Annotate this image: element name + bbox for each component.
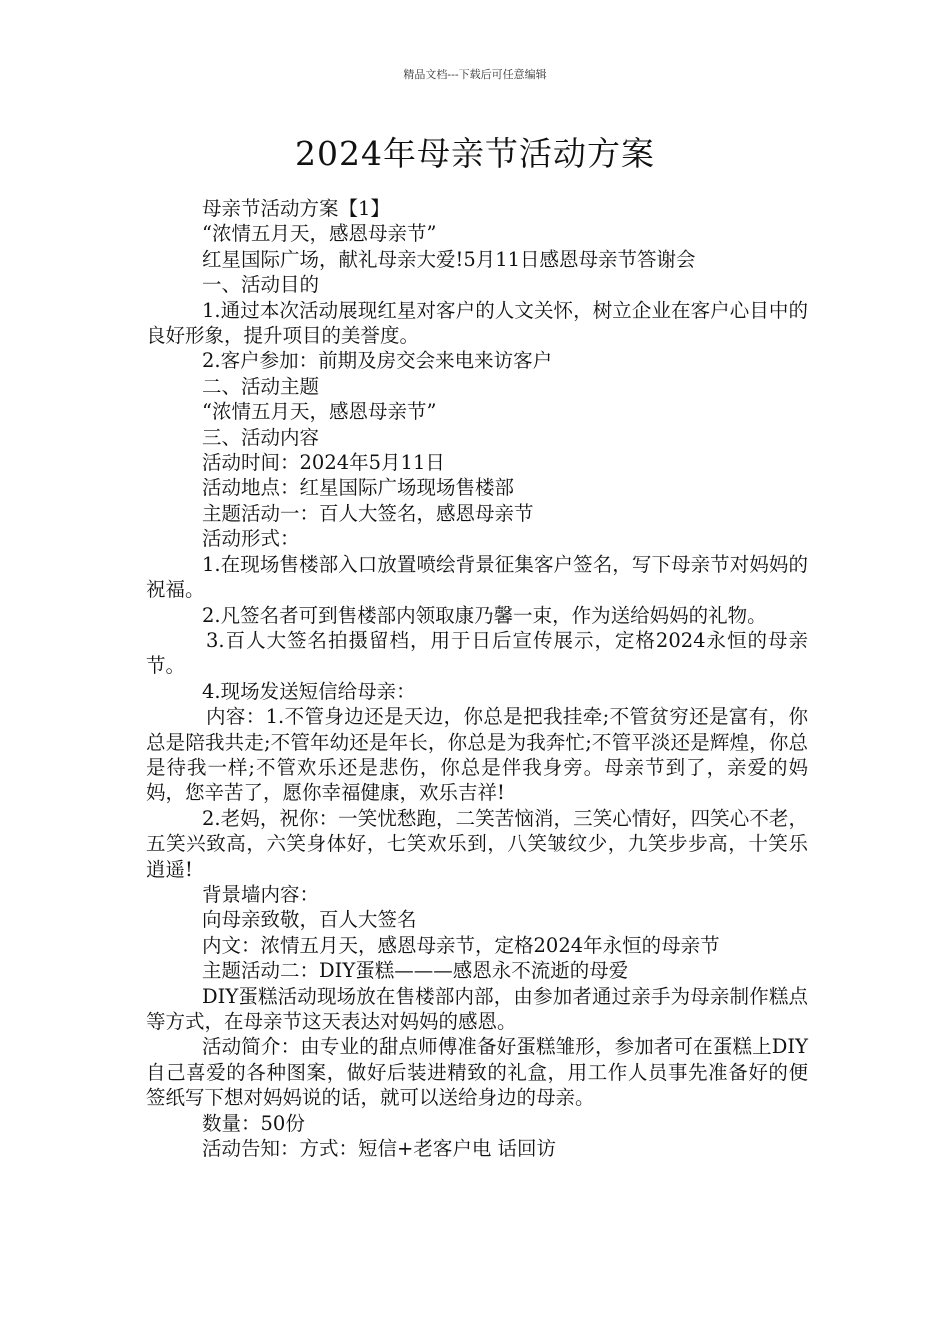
- paragraph: “浓情五月天，感恩母亲节”: [202, 222, 437, 246]
- paragraph: 主题活动一：百人大签名，感恩母亲节: [202, 501, 534, 525]
- paragraph: 活动时间：2024年5月11日: [202, 451, 445, 475]
- paragraph: “浓情五月天，感恩母亲节”: [202, 400, 437, 424]
- document-title: 2024年母亲节活动方案: [295, 134, 655, 173]
- paragraph: 背景墙内容：: [202, 882, 320, 906]
- paragraph: 数量：50份: [202, 1111, 305, 1135]
- paragraph: DIY蛋糕活动现场放在售楼部内部，由参加者通过亲手为母亲制作糕点等方式，在母亲节这天表达对妈妈的感恩。: [146, 984, 808, 1033]
- paragraph: 4.现场发送短信给母亲：: [202, 679, 416, 703]
- document-body: [146, 196, 808, 1161]
- paragraph: 向母亲致敬，百人大签名: [202, 908, 417, 932]
- section-heading: 二、活动主题: [202, 374, 320, 398]
- paragraph: 内容：1.不管身边还是天边，你总是把我挂牵;不管贫穷还是富有，你总是陪我共走;不管年幼还是年长，你总是为我奔忙;不管平淡还是辉煌，你总是待我一样;不管欢乐还是悲伤，你总是伴我身旁。母亲节到了，亲爱的妈妈，您辛苦了，愿你幸福健康，欢乐吉祥!: [146, 705, 808, 805]
- paragraph: 1.通过本次活动展现红星对客户的人文关怀，树立企业在客户心目中的良好形象，提升项目的美誉度。: [146, 298, 808, 348]
- paragraph: 活动地点：红星国际广场现场售楼部: [202, 476, 515, 500]
- paragraph: 主题活动二：DIY蛋糕———感恩永不流逝的母爱: [202, 959, 629, 983]
- paragraph: 内文：浓情五月天，感恩母亲节，定格2024年永恒的母亲节: [202, 933, 720, 957]
- paragraph: 活动简介：由专业的甜点师傅准备好蛋糕雏形，参加者可在蛋糕上DIY自己喜爱的各种图案，做好后装进精致的礼盒，用工作人员事先准备好的便签纸写下想对妈妈说的话，就可以送给身边的母亲。: [146, 1035, 808, 1110]
- page-header: 精品文档---下载后可任意编辑: [403, 68, 547, 81]
- paragraph: 3.百人大签名拍摄留档，用于日后宣传展示，定格2024永恒的母亲节。: [146, 628, 808, 678]
- paragraph: 活动告知：方式：短信+老客户电 话回访: [202, 1137, 557, 1161]
- paragraph: 2.客户参加：前期及房交会来电来访客户: [202, 349, 553, 373]
- paragraph: 红星国际广场，献礼母亲大爱!5月11日感恩母亲节答谢会: [202, 247, 696, 271]
- paragraph: 活动形式：: [202, 527, 300, 551]
- paragraph: 2.凡签名者可到售楼部内领取康乃馨一束，作为送给妈妈的礼物。: [202, 603, 767, 627]
- paragraph: 1.在现场售楼部入口放置喷绘背景征集客户签名，写下母亲节对妈妈的祝福。: [146, 552, 808, 602]
- section-heading: 三、活动内容: [202, 425, 320, 449]
- paragraph: 2.老妈，祝你：一笑忧愁跑，二笑苦恼消，三笑心情好，四笑心不老，五笑兴致高，六笑身体好，七笑欢乐到，八笑皱纹少，九笑步步高，十笑乐逍遥!: [146, 806, 808, 881]
- section-heading: 一、活动目的: [202, 273, 320, 297]
- paragraph: 母亲节活动方案【1】: [202, 197, 390, 220]
